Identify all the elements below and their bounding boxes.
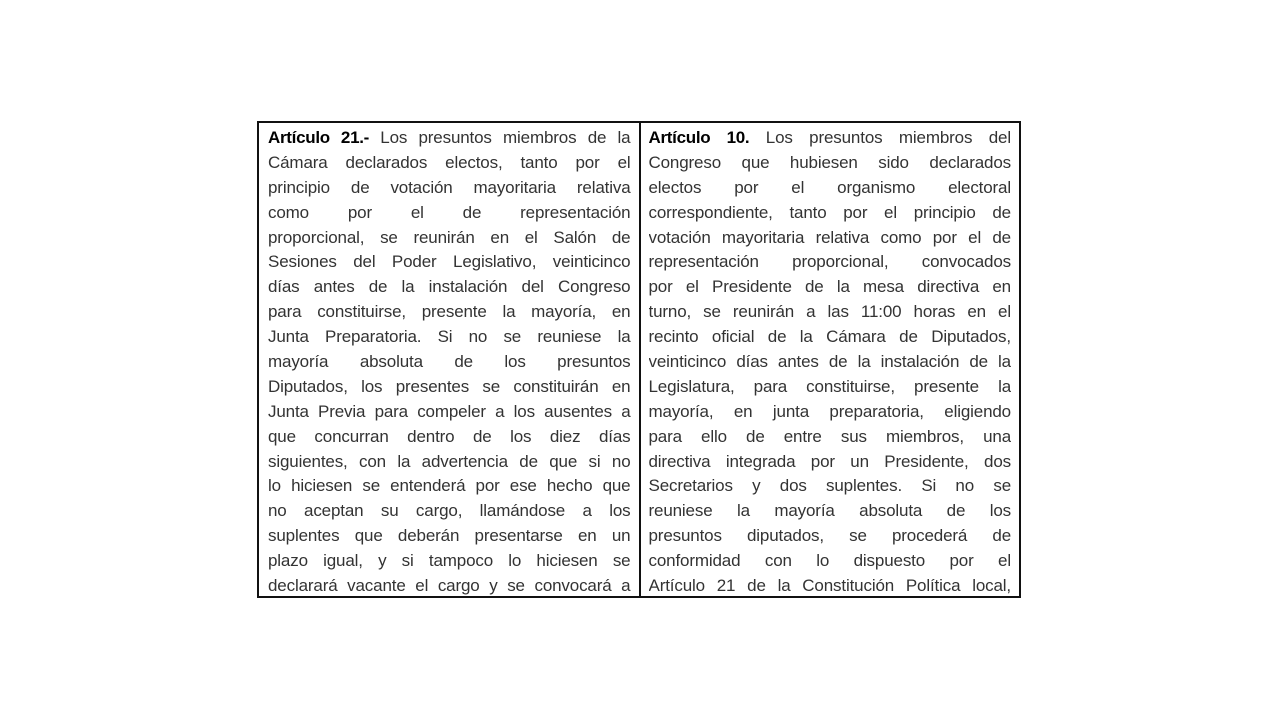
right-article-line: Secretarios y dos suplentes. Si no se (648, 476, 1011, 496)
left-article-line: mayoría absoluta de los presuntos (268, 352, 631, 372)
left-article-line: Junta Previa para compeler a los ausentes a (268, 401, 631, 421)
left-article-line: Junta Preparatoria. Si no se reuniese la (268, 327, 631, 347)
left-article-first-line (268, 126, 631, 151)
left-article-line: no aceptan su cargo, llamándose a los (268, 501, 631, 521)
right-article-line: para ello de entre sus miembros, una (648, 426, 1011, 446)
left-article-line: Diputados, los presentes se constituirán en (268, 376, 631, 396)
right-article-line: representación proporcional, convocados (648, 252, 1011, 272)
right-article-line: Legislatura, para constituirse, presente la (648, 376, 1011, 396)
right-article-heading: Artículo 10. (648, 128, 750, 147)
right-article-line: por el Presidente de la mesa directiva en (648, 277, 1011, 297)
right-article-column (639, 123, 1020, 596)
right-article-line: turno, se reunirán a las 11:00 horas en el (648, 302, 1011, 322)
left-article-line: siguientes, con la advertencia de que si no (268, 451, 631, 471)
left-article-line: Cámara declarados electos, tanto por el (268, 152, 631, 172)
left-article-heading: Artículo 21.- (268, 128, 370, 147)
right-article-line: conformidad con lo dispuesto por el (648, 551, 1011, 571)
right-article-line: votación mayoritaria relativa como por el de (648, 227, 1011, 247)
right-article-line: recinto oficial de la Cámara de Diputados, (648, 327, 1011, 347)
right-article-line: reuniese la mayoría absoluta de los (648, 501, 1011, 521)
left-article-line: como por el de representación (268, 202, 631, 222)
left-article-line: para constituirse, presente la mayoría, en (268, 302, 631, 322)
right-article-line: veinticinco días antes de la instalación de la (648, 352, 1011, 372)
right-article-line: electos por el organismo electoral (648, 177, 1011, 197)
left-article-line: días antes de la instalación del Congreso (268, 277, 631, 297)
left-article-line: proporcional, se reunirán en el Salón de (268, 227, 631, 247)
left-article-line: lo hiciesen se entenderá por ese hecho que (268, 476, 631, 496)
right-article-first-line (649, 126, 1012, 151)
left-article-line: Sesiones del Poder Legislativo, veinticinco (268, 252, 631, 272)
left-article-line: principio de votación mayoritaria relativa (268, 177, 631, 197)
left-article-line: suplentes que deberán presentarse en un (268, 526, 631, 546)
right-article-first-line-text: Los presuntos miembros del (749, 128, 1011, 147)
comparison-table (257, 121, 1021, 598)
right-article-line: correspondiente, tanto por el principio de (648, 202, 1011, 222)
right-article-line: mayoría, en junta preparatoria, eligiendo (648, 401, 1011, 421)
right-article-line: presuntos diputados, se procederá de (648, 526, 1011, 546)
left-article-line: que concurran dentro de los diez días (268, 426, 631, 446)
right-article-line: Artículo 21 de la Constitución Política local, (648, 576, 1011, 596)
left-article-line: declarará vacante el cargo y se convocará a (268, 576, 631, 596)
left-article-column (259, 123, 639, 596)
right-article-line: directiva integrada por un Presidente, dos (648, 451, 1011, 471)
right-article-line: Congreso que hubiesen sido declarados (648, 152, 1011, 172)
left-article-first-line-text: Los presuntos miembros de la (369, 128, 631, 147)
left-article-line: plazo igual, y si tampoco lo hiciesen se (268, 551, 631, 571)
